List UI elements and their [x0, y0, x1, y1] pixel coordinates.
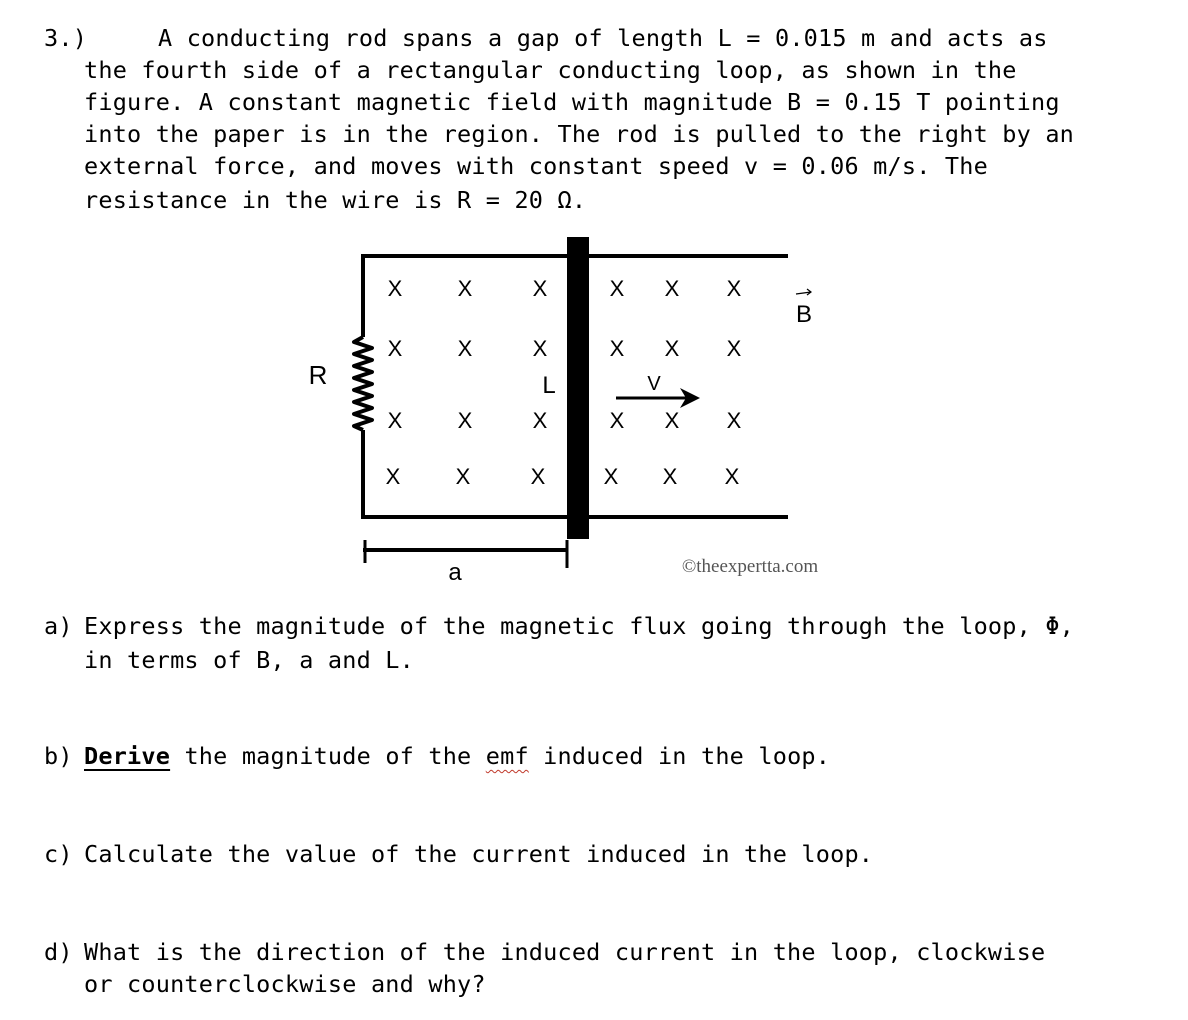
question-b-text-end: induced in the loop.: [528, 742, 831, 770]
field-marker: X: [532, 408, 548, 433]
field-marker: X: [457, 408, 473, 433]
field-marker: X: [664, 336, 680, 361]
question-d-label: d): [44, 938, 73, 966]
label-length: L: [542, 372, 556, 399]
intro-line-1: A conducting rod spans a gap of length L = 0.015 m and acts as: [158, 24, 1048, 52]
problem-number: 3.): [44, 24, 88, 52]
question-d-line-2: or counterclockwise and why?: [84, 970, 486, 998]
label-magnetic-field: B: [795, 301, 813, 328]
field-marker: X: [532, 276, 548, 301]
intro-line-6: resistance in the wire is R = 20 Ω.: [84, 186, 587, 214]
field-marker: X: [726, 408, 742, 433]
field-marker: X: [532, 336, 548, 361]
question-c-line-1: Calculate the value of the current induced in the loop.: [84, 840, 874, 868]
derive-keyword: Derive: [84, 742, 171, 770]
question-b-text: [84, 740, 830, 772]
field-marker: X: [530, 464, 546, 489]
field-marker: X: [662, 464, 678, 489]
question-b-label: b): [44, 742, 73, 770]
question-d-line-1: What is the direction of the induced current in the loop, clockwise: [84, 938, 1046, 966]
field-marker: X: [609, 336, 625, 361]
field-marker: X: [387, 336, 403, 361]
intro-line-4: into the paper is in the region. The rod is pulled to the right by an: [84, 120, 1075, 148]
question-c-label: c): [44, 840, 73, 868]
field-marker: X: [387, 276, 403, 301]
conducting-rod: [567, 237, 589, 539]
field-marker: X: [457, 336, 473, 361]
field-marker: X: [664, 276, 680, 301]
emf-word: emf: [485, 742, 529, 770]
field-markers: [386, 276, 742, 489]
field-marker: X: [724, 464, 740, 489]
field-marker: X: [726, 276, 742, 301]
intro-line-2: the fourth side of a rectangular conducting loop, as shown in the: [84, 56, 1017, 84]
field-marker: X: [603, 464, 619, 489]
intro-line-5: external force, and moves with constant speed v = 0.06 m/s. The: [84, 152, 988, 180]
label-width: a: [448, 559, 462, 586]
question-b-text-mid: the magnitude of the: [170, 742, 486, 770]
field-marker: X: [385, 464, 401, 489]
resistor-symbol: [354, 337, 372, 430]
question-a-label: a): [44, 612, 73, 640]
label-velocity: V: [647, 373, 661, 395]
field-marker: X: [609, 276, 625, 301]
question-a-line-1: Express the magnitude of the magnetic flux going through the loop, Φ,: [84, 612, 1075, 640]
label-resistance: R: [308, 360, 328, 390]
field-marker: X: [457, 276, 473, 301]
field-marker: X: [387, 408, 403, 433]
field-marker: X: [726, 336, 742, 361]
field-marker: X: [455, 464, 471, 489]
intro-line-3: figure. A constant magnetic field with magnitude B = 0.15 T pointing: [84, 88, 1060, 116]
field-marker: X: [609, 408, 625, 433]
question-a-line-2: in terms of B, a and L.: [84, 646, 415, 674]
watermark: ©theexpertta.com: [681, 556, 819, 577]
field-marker: X: [664, 408, 680, 433]
